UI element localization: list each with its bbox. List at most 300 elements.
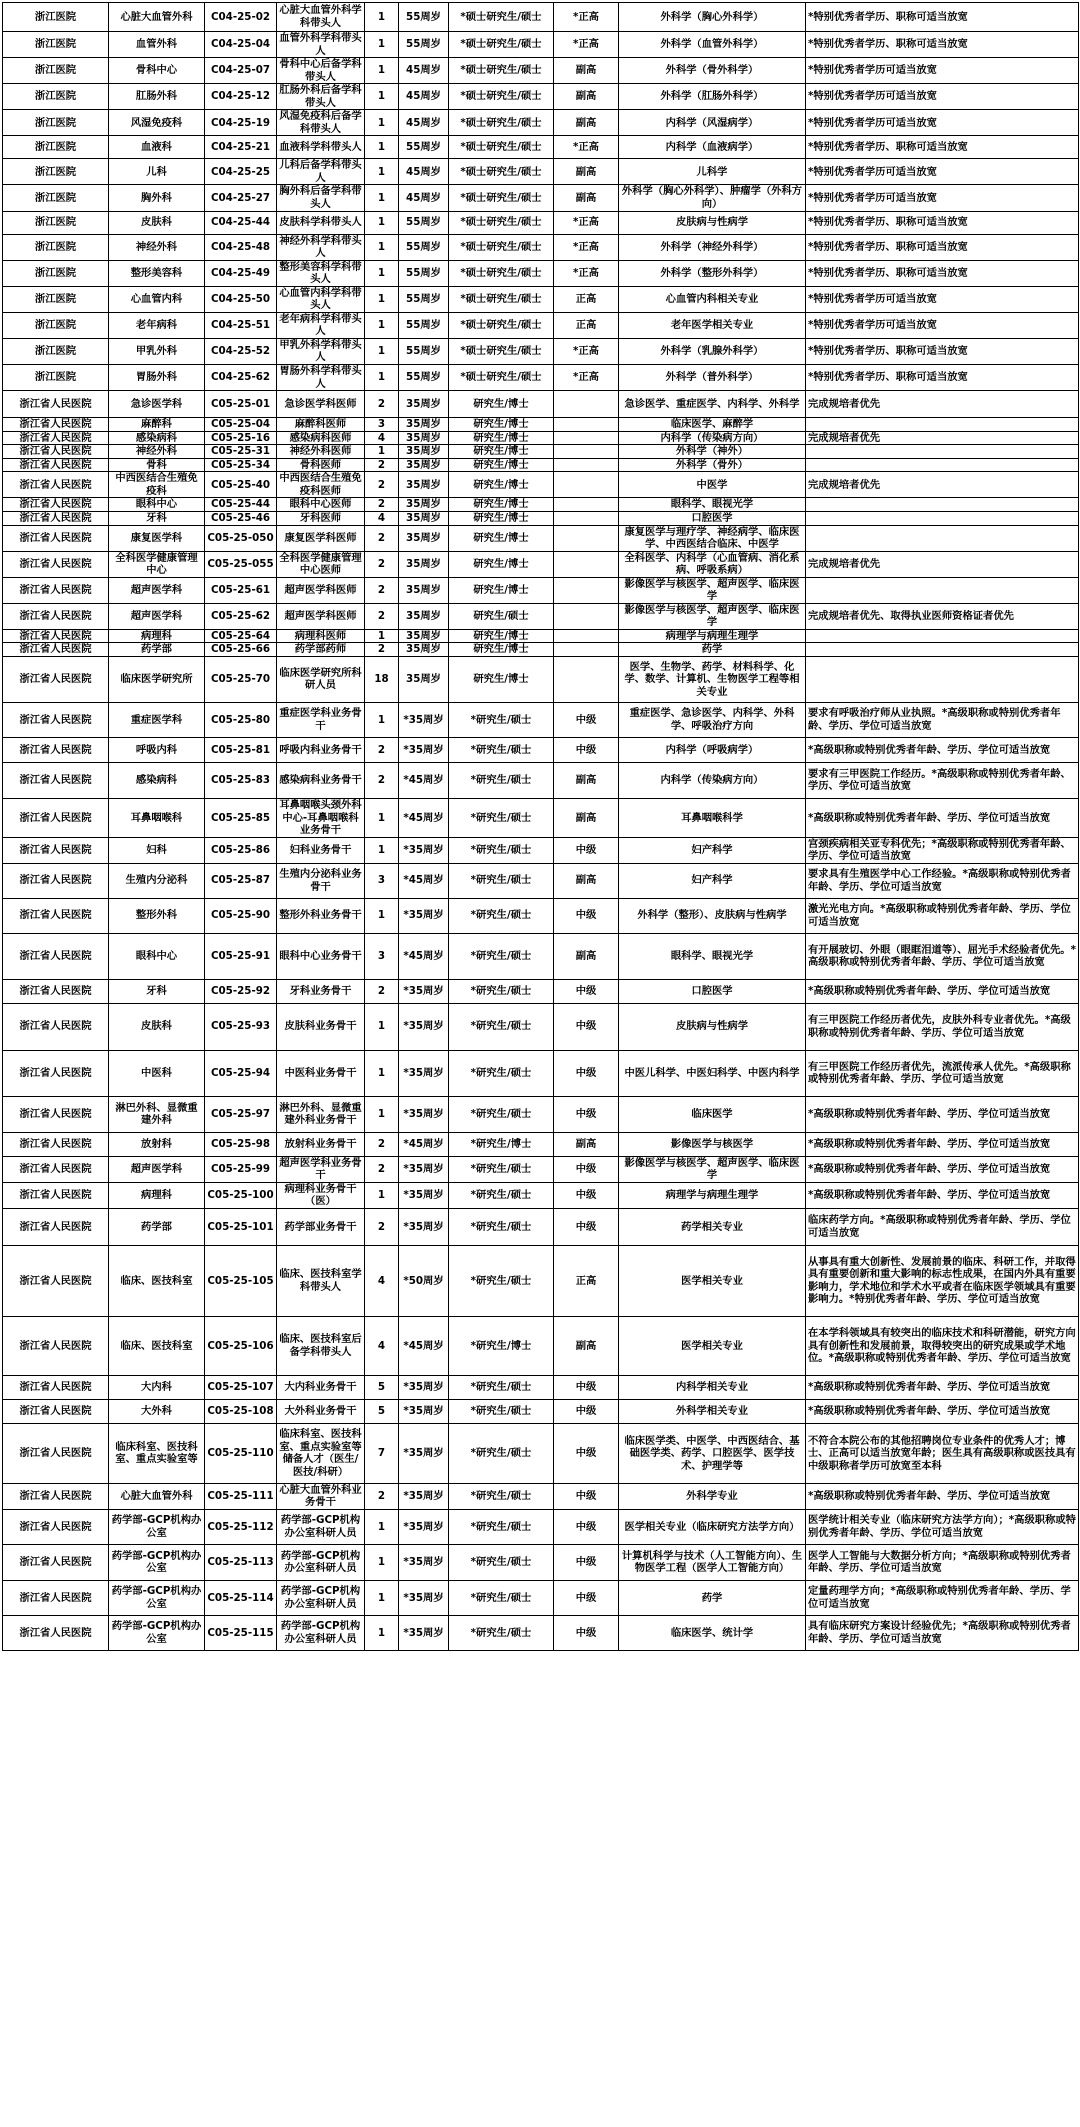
table-row [3, 1050, 1079, 1096]
cell-education: *研究生/硕士 [449, 933, 554, 979]
cell-education: *研究生/硕士 [449, 737, 554, 762]
cell-remarks [806, 458, 1079, 472]
cell-count: 1 [365, 445, 399, 459]
cell-post-code: C05-25-99 [205, 1156, 277, 1182]
cell-remarks [806, 577, 1079, 603]
cell-remarks: 临床药学方向。*高级职称或特别优秀者年龄、学历、学位可适当放宽 [806, 1208, 1079, 1245]
cell-post-code: C05-25-34 [205, 458, 277, 472]
cell-major: 皮肤病与性病学 [619, 1003, 806, 1050]
cell-title: 中级 [554, 979, 619, 1003]
cell-education: *研究生/硕士 [449, 1182, 554, 1208]
cell-count: 1 [365, 702, 399, 737]
cell-department: 儿科 [109, 159, 205, 185]
table-row [3, 629, 1079, 643]
cell-education: 研究生/博士 [449, 643, 554, 657]
cell-major: 心血管内科相关专业 [619, 286, 806, 312]
cell-count: 1 [365, 58, 399, 84]
cell-major: 口腔医学 [619, 511, 806, 525]
table-row [3, 418, 1079, 432]
cell-department: 药学部-GCP机构办公室 [109, 1580, 205, 1615]
cell-education: *研究生/硕士 [449, 1483, 554, 1509]
cell-department: 全科医学健康管理中心 [109, 551, 205, 577]
cell-major: 病理学与病理生理学 [619, 1182, 806, 1208]
cell-department: 临床、医技科室 [109, 1316, 205, 1375]
cell-remarks: 医学统计相关专业（临床研究方法学方向）；*高级职称或特别优秀者年龄、学历、学位可适当放宽 [806, 1509, 1079, 1544]
cell-post-name: 超声医学科医师 [277, 577, 365, 603]
cell-title [554, 445, 619, 459]
cell-department: 大外科 [109, 1399, 205, 1423]
cell-hospital: 浙江医院 [3, 110, 109, 136]
cell-remarks: *特别优秀者学历、职称可适当放宽 [806, 32, 1079, 58]
cell-post-name: 牙科医师 [277, 511, 365, 525]
cell-major: 医学相关专业 [619, 1245, 806, 1316]
cell-department: 麻醉科 [109, 418, 205, 432]
cell-post-name: 超声医学科业务骨干 [277, 1156, 365, 1182]
cell-department: 超声医学科 [109, 1156, 205, 1182]
cell-title: 中级 [554, 1003, 619, 1050]
cell-department: 病理科 [109, 1182, 205, 1208]
cell-remarks: 激光光电方向。*高级职称或特别优秀者年龄、学历、学位可适当放宽 [806, 898, 1079, 933]
cell-major: 病理学与病理生理学 [619, 629, 806, 643]
cell-title [554, 656, 619, 702]
cell-remarks: *特别优秀者学历、职称可适当放宽 [806, 338, 1079, 364]
cell-post-name: 大内科业务骨干 [277, 1375, 365, 1399]
table-row [3, 979, 1079, 1003]
cell-remarks: 完成规培者优先 [806, 472, 1079, 498]
cell-education: 研究生/博士 [449, 511, 554, 525]
cell-title [554, 643, 619, 657]
cell-age: 35周岁 [399, 511, 449, 525]
cell-hospital: 浙江省人民医院 [3, 933, 109, 979]
cell-title: 中级 [554, 1399, 619, 1423]
cell-age: 55周岁 [399, 32, 449, 58]
cell-count: 2 [365, 577, 399, 603]
cell-post-code: C05-25-62 [205, 603, 277, 629]
cell-post-name: 淋巴外科、显微重建外科业务骨干 [277, 1096, 365, 1132]
cell-count: 1 [365, 1580, 399, 1615]
table-row [3, 933, 1079, 979]
cell-post-name: 心脏大血管外科学科带头人 [277, 3, 365, 32]
cell-age: 35周岁 [399, 656, 449, 702]
cell-age: 45周岁 [399, 110, 449, 136]
cell-hospital: 浙江医院 [3, 286, 109, 312]
cell-post-name: 病理科业务骨干（医） [277, 1182, 365, 1208]
table-row [3, 1375, 1079, 1399]
cell-education: 研究生/博士 [449, 656, 554, 702]
cell-education: *研究生/硕士 [449, 762, 554, 798]
cell-post-code: C05-25-66 [205, 643, 277, 657]
table-row [3, 1156, 1079, 1182]
cell-title: 中级 [554, 1483, 619, 1509]
cell-post-name: 皮肤科学科带头人 [277, 211, 365, 234]
cell-post-name: 肛肠外科后备学科带头人 [277, 84, 365, 110]
cell-post-code: C05-25-16 [205, 431, 277, 445]
cell-count: 5 [365, 1375, 399, 1399]
cell-remarks [806, 656, 1079, 702]
cell-title: 中级 [554, 1156, 619, 1182]
cell-title: 副高 [554, 762, 619, 798]
cell-remarks: *高级职称或特别优秀者年龄、学历、学位可适当放宽 [806, 1483, 1079, 1509]
cell-hospital: 浙江省人民医院 [3, 1003, 109, 1050]
cell-post-name: 儿科后备学科带头人 [277, 159, 365, 185]
cell-department: 牙科 [109, 979, 205, 1003]
cell-title: 中级 [554, 837, 619, 863]
cell-major: 医学相关专业 [619, 1316, 806, 1375]
cell-remarks: 要求有呼吸治疗师从业执照。*高级职称或特别优秀者年龄、学历、学位可适当放宽 [806, 702, 1079, 737]
cell-remarks: *特别优秀者学历可适当放宽 [806, 110, 1079, 136]
cell-hospital: 浙江省人民医院 [3, 1544, 109, 1580]
cell-count: 2 [365, 643, 399, 657]
cell-remarks: *高级职称或特别优秀者年龄、学历、学位可适当放宽 [806, 1156, 1079, 1182]
cell-education: *研究生/硕士 [449, 1245, 554, 1316]
table-row [3, 1509, 1079, 1544]
cell-post-name: 急诊医学科医师 [277, 391, 365, 418]
cell-age: 55周岁 [399, 286, 449, 312]
cell-post-name: 耳鼻咽喉头颈外科中心-耳鼻咽喉科业务骨干 [277, 798, 365, 837]
cell-age: 35周岁 [399, 418, 449, 432]
cell-age: 35周岁 [399, 643, 449, 657]
cell-department: 超声医学科 [109, 577, 205, 603]
cell-hospital: 浙江省人民医院 [3, 643, 109, 657]
table-row [3, 1423, 1079, 1483]
table-row [3, 737, 1079, 762]
cell-major: 内科学（传染病方向） [619, 762, 806, 798]
cell-department: 胸外科 [109, 185, 205, 211]
cell-post-name: 超声医学科医师 [277, 603, 365, 629]
cell-department: 肛肠外科 [109, 84, 205, 110]
cell-count: 18 [365, 656, 399, 702]
cell-hospital: 浙江省人民医院 [3, 798, 109, 837]
cell-major: 妇产科学 [619, 863, 806, 898]
cell-title: 副高 [554, 185, 619, 211]
cell-count: 3 [365, 863, 399, 898]
cell-count: 1 [365, 898, 399, 933]
cell-hospital: 浙江医院 [3, 185, 109, 211]
cell-age: 35周岁 [399, 629, 449, 643]
cell-post-name: 药学部业务骨干 [277, 1208, 365, 1245]
cell-major: 皮肤病与性病学 [619, 211, 806, 234]
cell-count: 5 [365, 1399, 399, 1423]
cell-post-code: C04-25-51 [205, 312, 277, 338]
cell-education: *研究生/硕士 [449, 1375, 554, 1399]
cell-post-code: C05-25-111 [205, 1483, 277, 1509]
cell-title: *正高 [554, 136, 619, 159]
cell-title: 中级 [554, 737, 619, 762]
table-row [3, 338, 1079, 364]
cell-post-code: C05-25-113 [205, 1544, 277, 1580]
cell-age: 35周岁 [399, 498, 449, 512]
cell-post-name: 风湿免疫科后备学科带头人 [277, 110, 365, 136]
cell-hospital: 浙江省人民医院 [3, 762, 109, 798]
cell-post-name: 临床、医技科室学科带头人 [277, 1245, 365, 1316]
cell-count: 1 [365, 1182, 399, 1208]
cell-department: 风湿免疫科 [109, 110, 205, 136]
cell-title: 中级 [554, 1509, 619, 1544]
cell-remarks: 完成规培者优先、取得执业医师资格证者优先 [806, 603, 1079, 629]
cell-major: 外科学相关专业 [619, 1399, 806, 1423]
cell-count: 1 [365, 1003, 399, 1050]
cell-title: 副高 [554, 58, 619, 84]
cell-education: *研究生/硕士 [449, 979, 554, 1003]
cell-department: 呼吸内科 [109, 737, 205, 762]
cell-remarks: *高级职称或特别优秀者年龄、学历、学位可适当放宽 [806, 1096, 1079, 1132]
cell-title: 中级 [554, 1544, 619, 1580]
cell-remarks: 要求具有生殖医学中心工作经验。*高级职称或特别优秀者年龄、学历、学位可适当放宽 [806, 863, 1079, 898]
table-row [3, 1580, 1079, 1615]
cell-department: 临床医学研究所 [109, 656, 205, 702]
cell-title: 副高 [554, 863, 619, 898]
cell-age: *50周岁 [399, 1245, 449, 1316]
cell-post-name: 药学部-GCP机构办公室科研人员 [277, 1509, 365, 1544]
cell-age: *35周岁 [399, 898, 449, 933]
cell-age: 35周岁 [399, 431, 449, 445]
cell-age: 55周岁 [399, 211, 449, 234]
cell-remarks: *特别优秀者学历、职称可适当放宽 [806, 365, 1079, 391]
table-row [3, 211, 1079, 234]
cell-remarks: *特别优秀者学历、职称可适当放宽 [806, 260, 1079, 286]
cell-age: *45周岁 [399, 1316, 449, 1375]
cell-remarks: 在本学科领域具有较突出的临床技术和科研潜能，研究方向具有创新性和发展前景，取得较突出的研究成果或学术地位。*高级职称或特别优秀者年龄、学历、学位可适当放宽 [806, 1316, 1079, 1375]
cell-major: 临床医学类、中医学、中西医结合、基础医学类、药学、口腔医学、医学技术、护理学等 [619, 1423, 806, 1483]
cell-post-name: 胃肠外科学科带头人 [277, 365, 365, 391]
cell-remarks: 有开展玻切、外眼（眼眶泪道等）、屈光手术经验者优先。*高级职称或特别优秀者年龄、学历、学位可适当放宽 [806, 933, 1079, 979]
cell-title [554, 551, 619, 577]
cell-title: 副高 [554, 84, 619, 110]
cell-major: 临床医学、麻醉学 [619, 418, 806, 432]
cell-department: 甲乳外科 [109, 338, 205, 364]
cell-hospital: 浙江省人民医院 [3, 656, 109, 702]
cell-department: 心脏大血管外科 [109, 1483, 205, 1509]
cell-major: 外科学（普外科学） [619, 365, 806, 391]
cell-major: 急诊医学、重症医学、内科学、外科学 [619, 391, 806, 418]
cell-post-name: 老年病科学科带头人 [277, 312, 365, 338]
cell-major: 外科学（骨外） [619, 458, 806, 472]
cell-count: 2 [365, 603, 399, 629]
cell-post-name: 感染病科医师 [277, 431, 365, 445]
cell-hospital: 浙江省人民医院 [3, 391, 109, 418]
cell-remarks [806, 511, 1079, 525]
cell-major: 口腔医学 [619, 979, 806, 1003]
cell-count: 2 [365, 1132, 399, 1156]
cell-age: 55周岁 [399, 338, 449, 364]
cell-department: 生殖内分泌科 [109, 863, 205, 898]
cell-count: 1 [365, 365, 399, 391]
cell-education: *硕士研究生/硕士 [449, 211, 554, 234]
cell-count: 1 [365, 260, 399, 286]
cell-post-code: C05-25-64 [205, 629, 277, 643]
cell-age: *35周岁 [399, 1399, 449, 1423]
cell-major: 内科学（传染病方向） [619, 431, 806, 445]
cell-major: 内科学（血液病学） [619, 136, 806, 159]
cell-post-name: 血液科学科带头人 [277, 136, 365, 159]
cell-major: 药学 [619, 643, 806, 657]
cell-post-name: 呼吸内科业务骨干 [277, 737, 365, 762]
cell-major: 外科学（肛肠外科学） [619, 84, 806, 110]
table-row [3, 551, 1079, 577]
table-row [3, 837, 1079, 863]
cell-post-code: C05-25-112 [205, 1509, 277, 1544]
cell-post-name: 骨科医师 [277, 458, 365, 472]
cell-age: *35周岁 [399, 1156, 449, 1182]
cell-title [554, 498, 619, 512]
cell-post-name: 药学部药师 [277, 643, 365, 657]
cell-hospital: 浙江省人民医院 [3, 1580, 109, 1615]
cell-age: 45周岁 [399, 185, 449, 211]
cell-hospital: 浙江省人民医院 [3, 1316, 109, 1375]
cell-age: 55周岁 [399, 3, 449, 32]
cell-title: 中级 [554, 1050, 619, 1096]
table-row [3, 898, 1079, 933]
cell-post-name: 血管外科学科带头人 [277, 32, 365, 58]
table-row [3, 656, 1079, 702]
cell-post-code: C05-25-81 [205, 737, 277, 762]
table-row [3, 498, 1079, 512]
cell-department: 中西医结合生殖免疫科 [109, 472, 205, 498]
cell-hospital: 浙江省人民医院 [3, 511, 109, 525]
cell-post-code: C04-25-44 [205, 211, 277, 234]
cell-title: 中级 [554, 1375, 619, 1399]
cell-education: 研究生/博士 [449, 551, 554, 577]
cell-age: 45周岁 [399, 84, 449, 110]
cell-post-code: C05-25-055 [205, 551, 277, 577]
cell-post-name: 病理科医师 [277, 629, 365, 643]
cell-count: 1 [365, 286, 399, 312]
cell-education: 研究生/博士 [449, 418, 554, 432]
cell-count: 4 [365, 511, 399, 525]
cell-remarks: 有三甲医院工作经历者优先，流派传承人优先。*高级职称或特别优秀者年龄、学历、学位可适当放宽 [806, 1050, 1079, 1096]
cell-hospital: 浙江医院 [3, 32, 109, 58]
cell-hospital: 浙江省人民医院 [3, 1050, 109, 1096]
cell-post-code: C05-25-94 [205, 1050, 277, 1096]
cell-education: *研究生/硕士 [449, 702, 554, 737]
cell-title: *正高 [554, 260, 619, 286]
cell-count: 2 [365, 737, 399, 762]
cell-count: 1 [365, 1509, 399, 1544]
cell-hospital: 浙江医院 [3, 136, 109, 159]
cell-count: 1 [365, 110, 399, 136]
cell-education: *研究生/博士 [449, 1132, 554, 1156]
table-row [3, 136, 1079, 159]
cell-post-code: C05-25-83 [205, 762, 277, 798]
cell-education: *硕士研究生/硕士 [449, 159, 554, 185]
cell-title: 正高 [554, 286, 619, 312]
cell-post-code: C05-25-97 [205, 1096, 277, 1132]
cell-hospital: 浙江省人民医院 [3, 629, 109, 643]
cell-post-code: C05-25-80 [205, 702, 277, 737]
cell-age: *35周岁 [399, 1096, 449, 1132]
cell-remarks [806, 525, 1079, 551]
cell-count: 2 [365, 1483, 399, 1509]
cell-hospital: 浙江省人民医院 [3, 603, 109, 629]
cell-post-name: 生殖内分泌科业务骨干 [277, 863, 365, 898]
cell-department: 胃肠外科 [109, 365, 205, 391]
cell-education: *研究生/硕士 [449, 1509, 554, 1544]
table-row [3, 234, 1079, 260]
cell-department: 感染病科 [109, 431, 205, 445]
cell-post-code: C05-25-98 [205, 1132, 277, 1156]
cell-count: 3 [365, 418, 399, 432]
cell-major: 医学、生物学、药学、材料科学、化学、数学、计算机、生物医学工程等相关专业 [619, 656, 806, 702]
cell-age: 35周岁 [399, 445, 449, 459]
cell-major: 耳鼻咽喉科学 [619, 798, 806, 837]
cell-title: 正高 [554, 312, 619, 338]
cell-hospital: 浙江省人民医院 [3, 1245, 109, 1316]
cell-count: 4 [365, 1245, 399, 1316]
cell-hospital: 浙江医院 [3, 365, 109, 391]
cell-count: 1 [365, 84, 399, 110]
cell-remarks: 要求有三甲医院工作经历。*高级职称或特别优秀者年龄、学历、学位可适当放宽 [806, 762, 1079, 798]
cell-department: 耳鼻咽喉科 [109, 798, 205, 837]
cell-hospital: 浙江省人民医院 [3, 498, 109, 512]
cell-title: 中级 [554, 1096, 619, 1132]
cell-count: 2 [365, 498, 399, 512]
table-row [3, 445, 1079, 459]
cell-hospital: 浙江省人民医院 [3, 1096, 109, 1132]
cell-age: *35周岁 [399, 1423, 449, 1483]
cell-education: *研究生/硕士 [449, 1580, 554, 1615]
cell-post-name: 骨科中心后备学科带头人 [277, 58, 365, 84]
cell-title [554, 391, 619, 418]
cell-remarks: *高级职称或特别优秀者年龄、学历、学位可适当放宽 [806, 1132, 1079, 1156]
cell-remarks [806, 445, 1079, 459]
cell-department: 神经外科 [109, 445, 205, 459]
cell-major: 内科学（呼吸病学） [619, 737, 806, 762]
cell-education: *研究生/硕士 [449, 1423, 554, 1483]
cell-major: 药学相关专业 [619, 1208, 806, 1245]
cell-count: 1 [365, 32, 399, 58]
cell-department: 临床科室、医技科室、重点实验室等 [109, 1423, 205, 1483]
table-row [3, 391, 1079, 418]
table-row [3, 1544, 1079, 1580]
cell-post-code: C05-25-92 [205, 979, 277, 1003]
cell-age: *35周岁 [399, 1375, 449, 1399]
cell-remarks [806, 418, 1079, 432]
cell-major: 中医学 [619, 472, 806, 498]
cell-education: *硕士研究生/硕士 [449, 260, 554, 286]
cell-major: 内科学（风湿病学） [619, 110, 806, 136]
cell-title [554, 418, 619, 432]
cell-post-code: C05-25-85 [205, 798, 277, 837]
cell-remarks: 有三甲医院工作经历者优先，皮肤外科专业者优先。*高级职称或特别优秀者年龄、学历、学位可适当放宽 [806, 1003, 1079, 1050]
cell-education: *硕士研究生/硕士 [449, 32, 554, 58]
cell-major: 妇产科学 [619, 837, 806, 863]
table-row [3, 1483, 1079, 1509]
cell-major: 医学相关专业（临床研究方法学方向） [619, 1509, 806, 1544]
cell-department: 皮肤科 [109, 1003, 205, 1050]
cell-hospital: 浙江医院 [3, 159, 109, 185]
cell-hospital: 浙江省人民医院 [3, 837, 109, 863]
cell-title [554, 603, 619, 629]
table-row [3, 1615, 1079, 1650]
cell-department: 整形外科 [109, 898, 205, 933]
cell-age: *45周岁 [399, 798, 449, 837]
cell-title: 副高 [554, 159, 619, 185]
cell-major: 内科学相关专业 [619, 1375, 806, 1399]
cell-remarks [806, 498, 1079, 512]
cell-count: 1 [365, 312, 399, 338]
cell-education: *研究生/硕士 [449, 1544, 554, 1580]
cell-education: *研究生/博士 [449, 1316, 554, 1375]
cell-age: 35周岁 [399, 472, 449, 498]
cell-post-name: 胸外科后备学科带头人 [277, 185, 365, 211]
cell-post-code: C04-25-07 [205, 58, 277, 84]
cell-post-name: 感染病科业务骨干 [277, 762, 365, 798]
cell-department: 临床、医技科室 [109, 1245, 205, 1316]
table-row [3, 863, 1079, 898]
table-row [3, 458, 1079, 472]
cell-age: *35周岁 [399, 737, 449, 762]
cell-department: 骨科 [109, 458, 205, 472]
